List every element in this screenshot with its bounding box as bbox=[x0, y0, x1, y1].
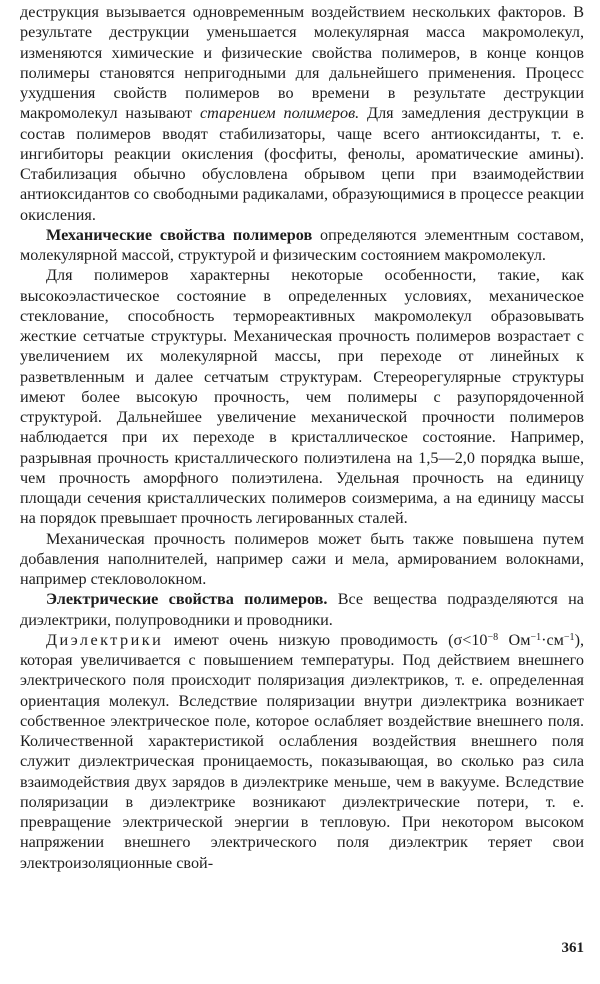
paragraph-mechanical-features bbox=[20, 265, 584, 528]
paragraph-text-tail: Для замедления деструкции в состав полимеров вводят стабилизаторы, чаще всего антиоксиданты, т. е. ингибиторы реакции окисления (фосфиты, фенолы, ароматические амины). Стабилизация обычно обусловлена обрывом цепи при взаимодействии антиоксидантов со свободными радикалами, образующимися в процессе реакции окисления. bbox=[20, 104, 584, 224]
section-heading-mechanical: Механические свойства полимеров bbox=[46, 225, 313, 244]
paragraph-text-d: ), которая увеличивается с повышением температуры. Под действием внешнего электрического поля происходит поляризация диэлектриков, т. е. определенная ориентация молекул. Вследствие поляризации внутри диэлектрика возникает собственное электрическое поле, которое ослабляет воздействие внешнего поля. Количественной характеристикой ослабления воздействия внешнего поля служит диэлектрическая проницаемость, показывающая, во сколько раз сила взаимодействия двух зарядов в диэлектрике меньше, чем в вакууме. Вследствие поляризации в диэлектрике возникают диэлектрические потери, т. е. превращение электрической энергии в тепловую. При некотором высоком напряжении внешнего электрического поля диэлектрик теряет свои электроизоляционные свой- bbox=[20, 630, 584, 872]
paragraph-text-c: ·см bbox=[541, 630, 564, 649]
paragraph-text: Механическая прочность полимеров может быть также повышена путем добавления наполнителей, например сажи и мела, армированием волокнами, например стекловолокном. bbox=[20, 529, 584, 588]
paragraph-mechanical-strength bbox=[20, 529, 584, 590]
paragraph-text: определяются элементным составом, молекулярной массой, структурой и физическим состоянием макромолекул. bbox=[20, 225, 584, 264]
paragraph-dielectrics bbox=[20, 630, 584, 873]
exponent: −1 bbox=[563, 631, 575, 643]
paragraph-text: Для полимеров характерны некоторые особенности, такие, как высокоэластическое состояние в определенных условиях, механическое стеклование, способность термореактивных макромолекул образовывать жесткие сетчатые структуры. Механическая прочность полимеров возрастает с увеличением их молекулярной массы, при переходе от линейных к разветвленным и далее сетчатым структурам. Стереорегулярные структуры имеют более высокую прочность, чем полимеры с разупорядоченной структурой. Дальнейшее увеличение механической прочности полимеров наблюдается при их переходе в кристаллическое состояние. Например, разрывная прочность кристаллического полиэтилена на 1,5—2,0 порядка выше, чем прочность аморфного полиэтилена. Удельная прочность на единицу площади сечения кристаллических полимеров соизмерима, а на единицу массы на порядок превышает прочность легированных сталей. bbox=[20, 266, 584, 528]
page-number: 361 bbox=[561, 939, 584, 956]
spaced-term-dielectrics: Диэлектрики bbox=[46, 630, 164, 649]
section-heading-electrical: Электрические свойства полимеров. bbox=[46, 590, 328, 609]
paragraph-text-a: имеют очень низкую проводимость (σ<10 bbox=[163, 630, 488, 649]
exponent: −1 bbox=[530, 631, 542, 643]
paragraph-text-b: Ом bbox=[498, 630, 531, 649]
italic-term-aging: старением полимеров. bbox=[199, 104, 360, 123]
paragraph-mechanical-intro bbox=[20, 225, 584, 266]
paragraph-text: деструкция вызывается одновременным воздействием нескольких факторов. В результате деструкции уменьшается молекулярная масса макромолекул, изменяются химические и физические свойства полимеров, в конце концов полимеры становятся непригодными для дальнейшего применения. Процесс ухудшения свойств полимеров во времени в результате деструкции макромолекул называют bbox=[20, 3, 584, 123]
paragraph-electrical-intro bbox=[20, 589, 584, 630]
paragraph-text: Все вещества подразделяются на диэлектрики, полупроводники и проводники. bbox=[20, 590, 584, 629]
exponent: −8 bbox=[487, 631, 499, 643]
paragraph-degradation bbox=[20, 2, 584, 225]
